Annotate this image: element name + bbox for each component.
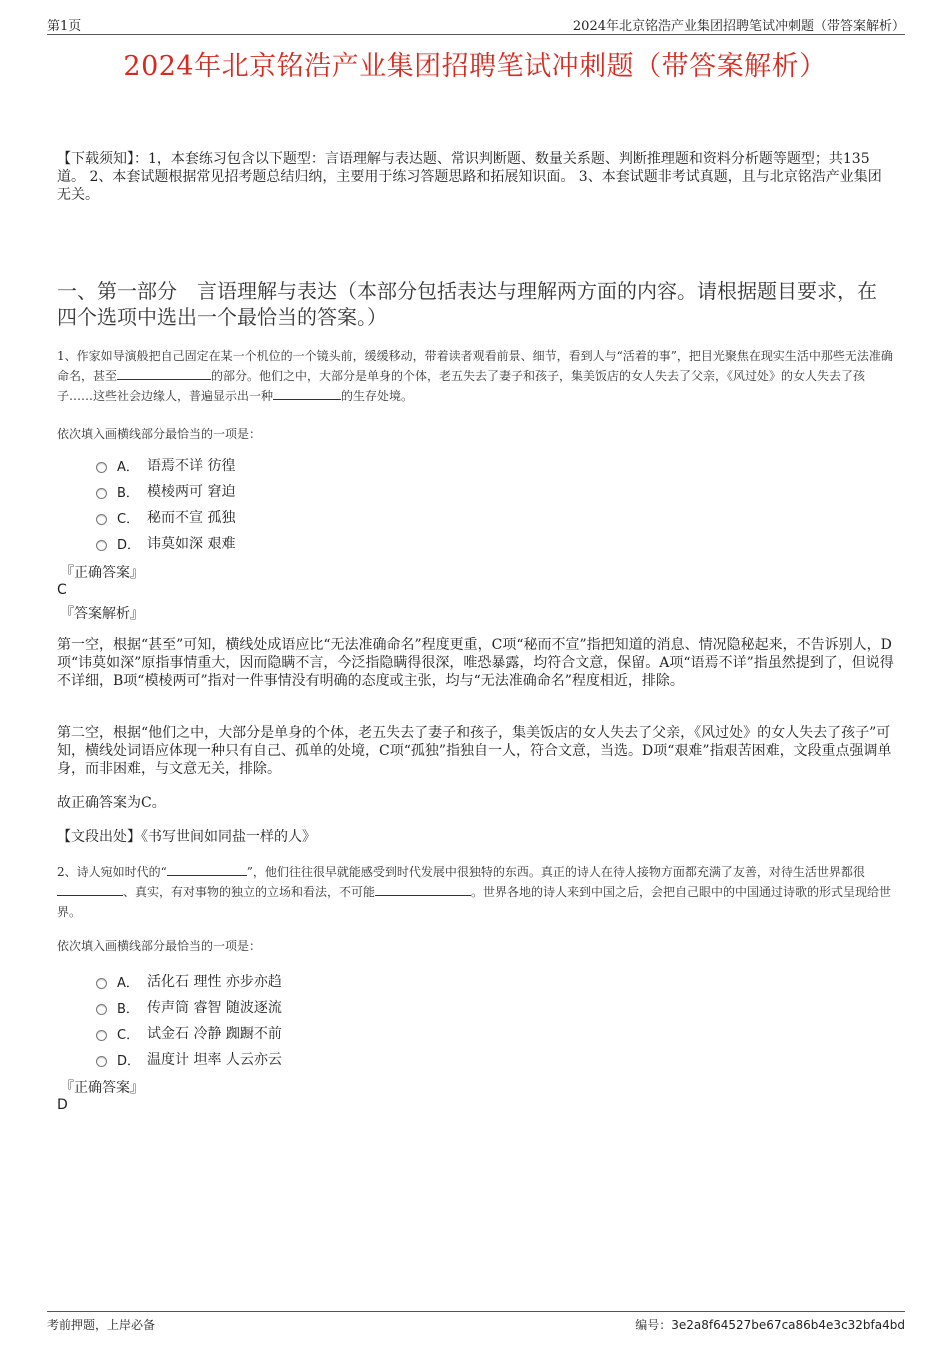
radio-icon[interactable] — [96, 514, 107, 525]
q1-option-a[interactable]: A． 语焉不详 彷徨 — [96, 452, 235, 478]
footer-code: 编号：3e2a8f64527be67ca86b4e3c32bfa4bd — [635, 1318, 905, 1332]
q2-text-part2: ”，他们往往很早就能感受到时代发展中很独特的东西。真正的诗人在待人接物方面都充满了友善，对待生活世界都很 — [246, 865, 865, 879]
q2-blank-1 — [167, 862, 247, 876]
q1-answer-label: 『正确答案』 — [60, 565, 144, 581]
q2-option-b[interactable]: B． 传声筒 睿智 随波逐流 — [96, 994, 282, 1020]
q2-blank-3 — [375, 882, 471, 896]
q2-blank-2 — [57, 882, 123, 896]
radio-icon[interactable] — [96, 540, 107, 551]
q1-analysis-label: 『答案解析』 — [60, 606, 144, 622]
q2-options — [96, 968, 282, 1072]
radio-icon[interactable] — [96, 1030, 107, 1041]
q2-text-part1: 2、诗人宛如时代的“ — [57, 865, 167, 879]
q2-option-d[interactable]: D． 温度计 坦率 人云亦云 — [96, 1046, 282, 1072]
download-notice: 【下载须知】：1，本套练习包含以下题型：言语理解与表达题、常识判断题、数量关系题、判断推理题和资料分析题等题型；共135道。 2、本套试题根据常见招考题总结归纳，主要用于练习答题思路和拓展知识面。 3、本套试题非考试真题，且与北京铭浩产业集团无关。 — [57, 151, 882, 203]
section-heading: 一、第一部分 言语理解与表达（本部分包括表达与理解两方面的内容。请根据题目要求，在四个选项中选出一个最恰当的答案。） — [57, 279, 877, 329]
q1-option-c[interactable]: C． 秘而不宣 孤独 — [96, 504, 235, 530]
q1-analysis-2: 第二空，根据“他们之中，大部分是单身的个体，老五失去了妻子和孩子，集美饭店的女人失去了父亲，《风过处》的女人失去了孩子”可知，横线处词语应体现一种只有自己、孤单的处境，C项“孤独”指独自一人，符合文意，当选。D项“艰难”指艰苦困难，文段重点强调单身，而非困难，与文意无关，排除。 — [57, 725, 892, 777]
radio-icon[interactable] — [96, 978, 107, 989]
page-footer — [47, 1311, 905, 1336]
header-doc-title: 2024年北京铭浩产业集团招聘笔试冲刺题（带答案解析） — [572, 19, 905, 34]
question-1-text — [57, 346, 895, 406]
radio-icon[interactable] — [96, 1056, 107, 1067]
q1-blank-2 — [273, 386, 341, 400]
page-number: 第1页 — [47, 19, 82, 34]
q2-option-a[interactable]: A． 活化石 理性 亦步亦趋 — [96, 968, 282, 994]
question-2-text — [57, 862, 895, 922]
q1-text-part2: 的部分。他们之中，大部分是单身的个体，老五失去了妻子和孩子，集美饭店的女人失去了父亲，《风过处》的女人失去了孩子……这些社会边缘人，普遍显示出一种 — [57, 369, 866, 403]
q1-option-d[interactable]: D． 讳莫如深 艰难 — [96, 530, 235, 556]
footer-slogan: 考前押题，上岸必备 — [47, 1318, 156, 1332]
q1-prompt: 依次填入画横线部分最恰当的一项是： — [57, 427, 262, 441]
q1-option-b[interactable]: B． 模棱两可 窘迫 — [96, 478, 235, 504]
q2-answer: D — [57, 1097, 68, 1113]
q1-text-part1: 1、作家如导演般把自己固定在某一个机位的一个镜头前，缓缓移动，带着读者观看前景、细节，看到人与“活着的事”，把目光聚焦在现实生活中那些无法准确命名，甚至 — [57, 349, 893, 383]
q1-text-part3: 的生存处境。 — [341, 389, 414, 403]
page-header — [47, 14, 905, 35]
q2-text-part3: 、真实，有对事物的独立的立场和看法，不可能 — [123, 885, 376, 899]
radio-icon[interactable] — [96, 462, 107, 473]
q2-option-c[interactable]: C． 试金石 冷静 踟蹰不前 — [96, 1020, 282, 1046]
q1-options — [96, 452, 235, 556]
document-title: 2024年北京铭浩产业集团招聘笔试冲刺题（带答案解析） — [123, 51, 827, 82]
q2-text-part4: 。世界各地的诗人来到中国之后，会把自己眼中的中国通过诗歌的形式呈现给世界。 — [57, 885, 892, 919]
q1-answer: C — [57, 582, 67, 598]
q2-prompt: 依次填入画横线部分最恰当的一项是： — [57, 939, 262, 953]
q1-blank-1 — [117, 366, 211, 380]
q1-source: 【文段出处】《书写世间如同盐一样的人》 — [57, 829, 316, 845]
q2-answer-label: 『正确答案』 — [60, 1080, 144, 1096]
q1-analysis-1: 第一空，根据“甚至”可知，横线处成语应比“无法准确命名”程度更重，C项“秘而不宣”指把知道的消息、情况隐秘起来，不告诉别人，D项“讳莫如深”原指事情重大，因而隐瞒不言，今泛指隐瞒得很深，唯恐暴露，均符合文意，保留。A项“语焉不详”指虽然提到了，但说得不详细，B项“模棱两可”指对一件事情没有明确的态度或主张，均与“无法准确命名”程度相近，排除。 — [57, 637, 894, 689]
radio-icon[interactable] — [96, 488, 107, 499]
radio-icon[interactable] — [96, 1004, 107, 1015]
q1-conclusion: 故正确答案为C。 — [57, 795, 166, 811]
